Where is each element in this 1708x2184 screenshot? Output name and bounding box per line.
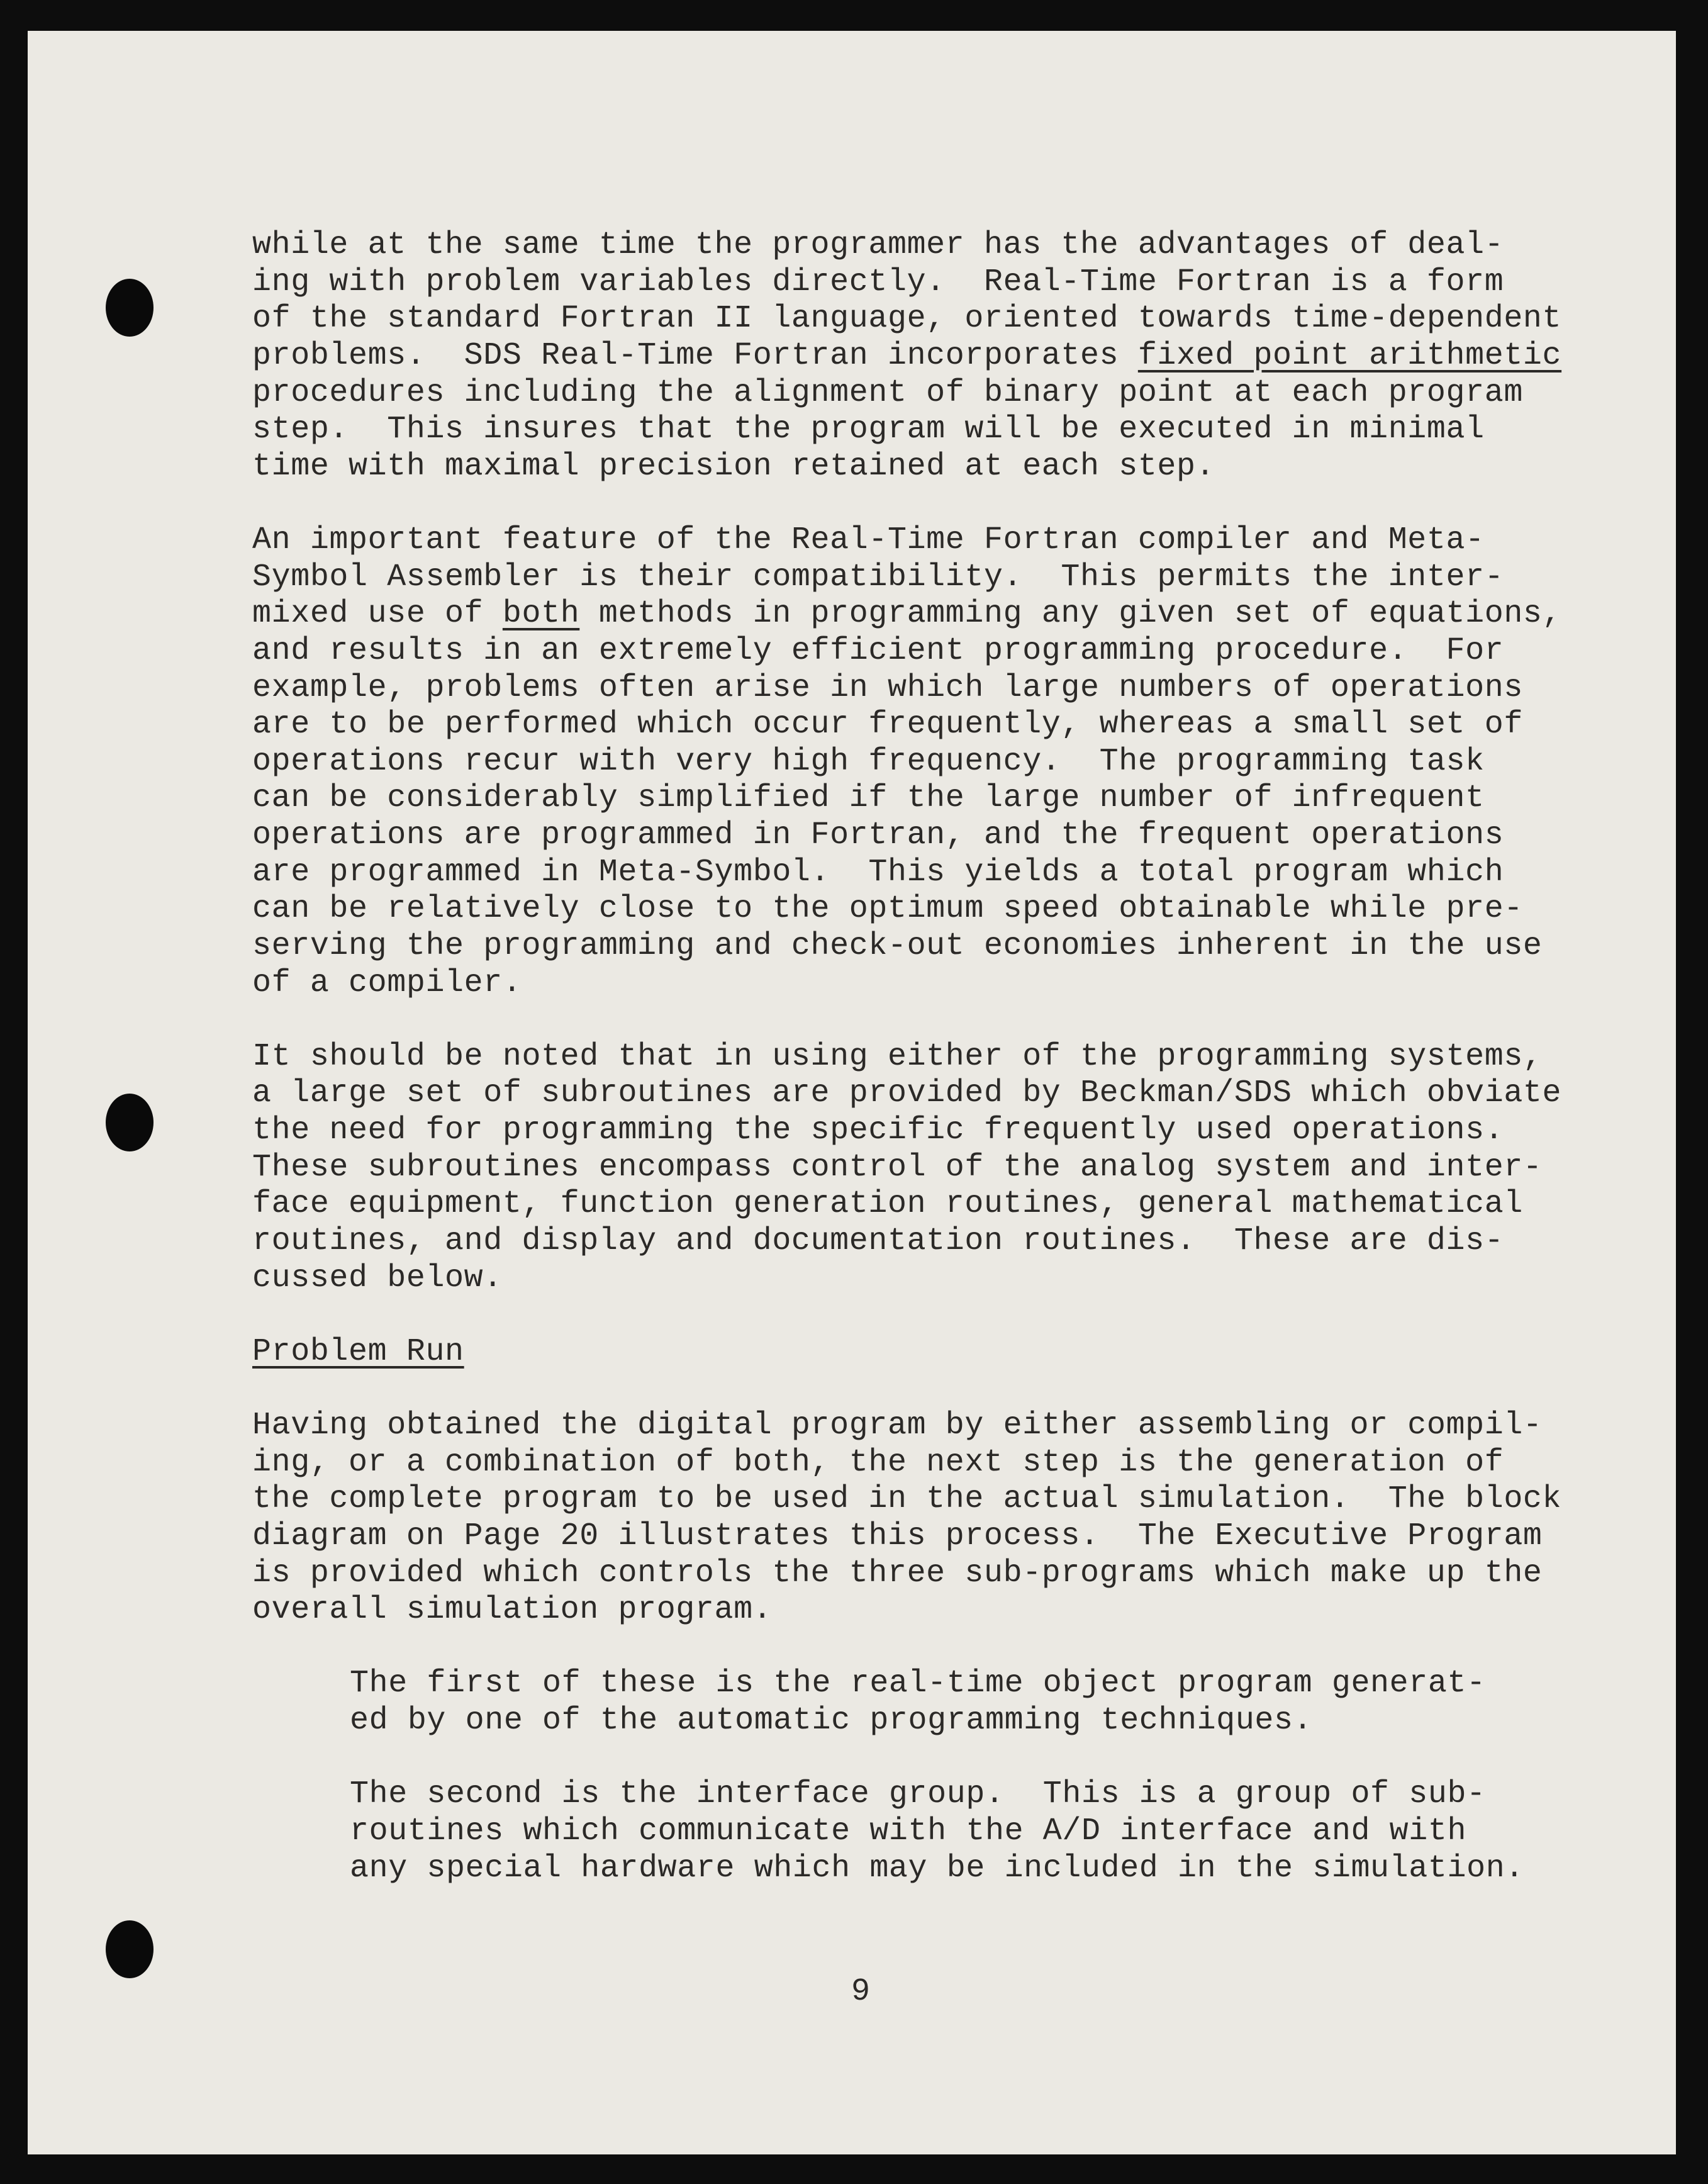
text-segment: and results in an extremely efficient programming procedure. For <box>252 632 1504 669</box>
text-segment: The second is the interface group. This is a group of sub- <box>350 1776 1486 1813</box>
text-segment: diagram on Page 20 illustrates this process. The Executive Program <box>252 1518 1543 1554</box>
text-segment: can be considerably simplified if the large number of infrequent <box>252 780 1485 817</box>
text-line <box>252 928 1561 965</box>
text-segment: ing with problem variables directly. Real-Time Fortran is a form <box>252 264 1504 300</box>
text-segment: overall simulation program. <box>252 1592 773 1628</box>
text-segment: It should be noted that in using either of the programming systems, <box>252 1038 1543 1075</box>
text-segment: ing, or a combination of both, the next step is the generation of <box>252 1444 1504 1481</box>
text-segment: mixed use of <box>252 596 503 632</box>
text-segment: of a compiler. <box>252 965 522 1001</box>
text-segment: problems. SDS Real-Time Fortran incorporates <box>252 337 1138 374</box>
blank-line <box>252 1629 1561 1666</box>
text-line <box>252 965 1561 1002</box>
text-segment: can be relatively close to the optimum speed obtainable while pre- <box>252 891 1523 927</box>
text-line <box>252 1518 1561 1555</box>
text-segment: while at the same time the programmer has the advantages of deal- <box>252 227 1504 263</box>
text-segment: methods in programming any given set of equations, <box>579 596 1562 632</box>
underlined-text: Problem Run <box>252 1333 464 1370</box>
text-line <box>252 1150 1561 1187</box>
text-segment: operations are programmed in Fortran, and the frequent operations <box>252 817 1504 853</box>
text-line <box>252 1223 1561 1260</box>
text-segment: the complete program to be used in the actual simulation. The block <box>252 1481 1562 1518</box>
text-segment: any special hardware which may be included in the simulation. <box>350 1850 1524 1886</box>
text-segment: a large set of subroutines are provided by Beckman/SDS which obviate <box>252 1075 1562 1112</box>
text-line <box>252 375 1561 412</box>
text-line <box>252 1075 1561 1112</box>
text-line <box>252 1408 1561 1445</box>
text-line <box>252 227 1561 264</box>
text-segment: Symbol Assembler is their compatibility. This permits the inter- <box>252 559 1504 595</box>
body-text <box>252 227 1561 1887</box>
text-line <box>252 670 1561 707</box>
text-segment: The first of these is the real-time object program generat- <box>350 1666 1486 1702</box>
text-segment: operations recur with very high frequency. The programming task <box>252 743 1485 780</box>
blank-line <box>252 1002 1561 1039</box>
punch-hole-bottom <box>106 1920 153 1978</box>
text-segment: of the standard Fortran II language, oriented towards time-dependent <box>252 301 1562 337</box>
text-line <box>252 817 1561 854</box>
text-line <box>252 301 1561 338</box>
text-segment: example, problems often arise in which large numbers of operations <box>252 669 1523 706</box>
text-line <box>252 1813 1561 1851</box>
text-line <box>252 1445 1561 1482</box>
text-segment: cussed below. <box>252 1260 503 1296</box>
text-segment: are to be performed which occur frequently, whereas a small set of <box>252 707 1523 743</box>
text-line <box>252 449 1561 486</box>
text-line <box>252 633 1561 670</box>
underlined-text: fixed point arithmetic <box>1137 337 1562 374</box>
text-line <box>252 1039 1561 1076</box>
page-number: 9 <box>851 1974 871 2010</box>
punch-hole-top <box>106 279 153 337</box>
text-segment: face equipment, function generation routines, general mathematical <box>252 1186 1523 1223</box>
text-line <box>252 1555 1561 1593</box>
text-line <box>252 1703 1561 1740</box>
text-line <box>252 338 1561 375</box>
underlined-text: both <box>502 596 580 632</box>
text-line <box>252 1112 1561 1150</box>
text-segment: procedures including the alignment of binary point at each program <box>252 374 1523 411</box>
text-line <box>252 854 1561 892</box>
text-segment: the need for programming the specific frequently used operations. <box>252 1112 1504 1148</box>
text-line <box>252 596 1561 633</box>
text-line <box>252 1481 1561 1518</box>
text-line <box>252 1666 1561 1703</box>
text-line <box>252 412 1561 449</box>
text-line <box>252 264 1561 301</box>
text-line <box>252 1851 1561 1888</box>
blank-line <box>252 485 1561 522</box>
text-segment: step. This insures that the program will be executed in minimal <box>252 412 1485 448</box>
text-line <box>252 707 1561 744</box>
text-line <box>252 780 1561 817</box>
text-segment: routines which communicate with the A/D interface and with <box>350 1813 1467 1849</box>
text-line <box>252 1776 1561 1813</box>
text-line <box>252 744 1561 781</box>
text-line <box>252 891 1561 928</box>
text-line <box>252 1334 1561 1371</box>
blank-line <box>252 1370 1561 1408</box>
text-segment: time with maximal precision retained at each step. <box>252 448 1215 484</box>
text-segment: are programmed in Meta-Symbol. This yields a total program which <box>252 854 1504 890</box>
text-line <box>252 1260 1561 1297</box>
text-line <box>252 559 1561 596</box>
text-segment: is provided which controls the three sub-programs which make up the <box>252 1555 1543 1591</box>
punch-hole-middle <box>106 1094 153 1151</box>
text-line <box>252 522 1561 559</box>
blank-line <box>252 1297 1561 1334</box>
text-segment: An important feature of the Real-Time Fortran compiler and Meta- <box>252 522 1485 558</box>
text-segment: Having obtained the digital program by either assembling or compil- <box>252 1408 1543 1443</box>
text-line <box>252 1186 1561 1223</box>
text-segment: ed by one of the automatic programming techniques. <box>350 1703 1313 1739</box>
text-segment: serving the programming and check-out economies inherent in the use <box>252 927 1543 964</box>
blank-line <box>252 1740 1561 1777</box>
text-segment: routines, and display and documentation routines. These are dis- <box>252 1223 1504 1259</box>
text-segment: These subroutines encompass control of the analog system and inter- <box>252 1149 1543 1185</box>
text-line <box>252 1592 1561 1629</box>
